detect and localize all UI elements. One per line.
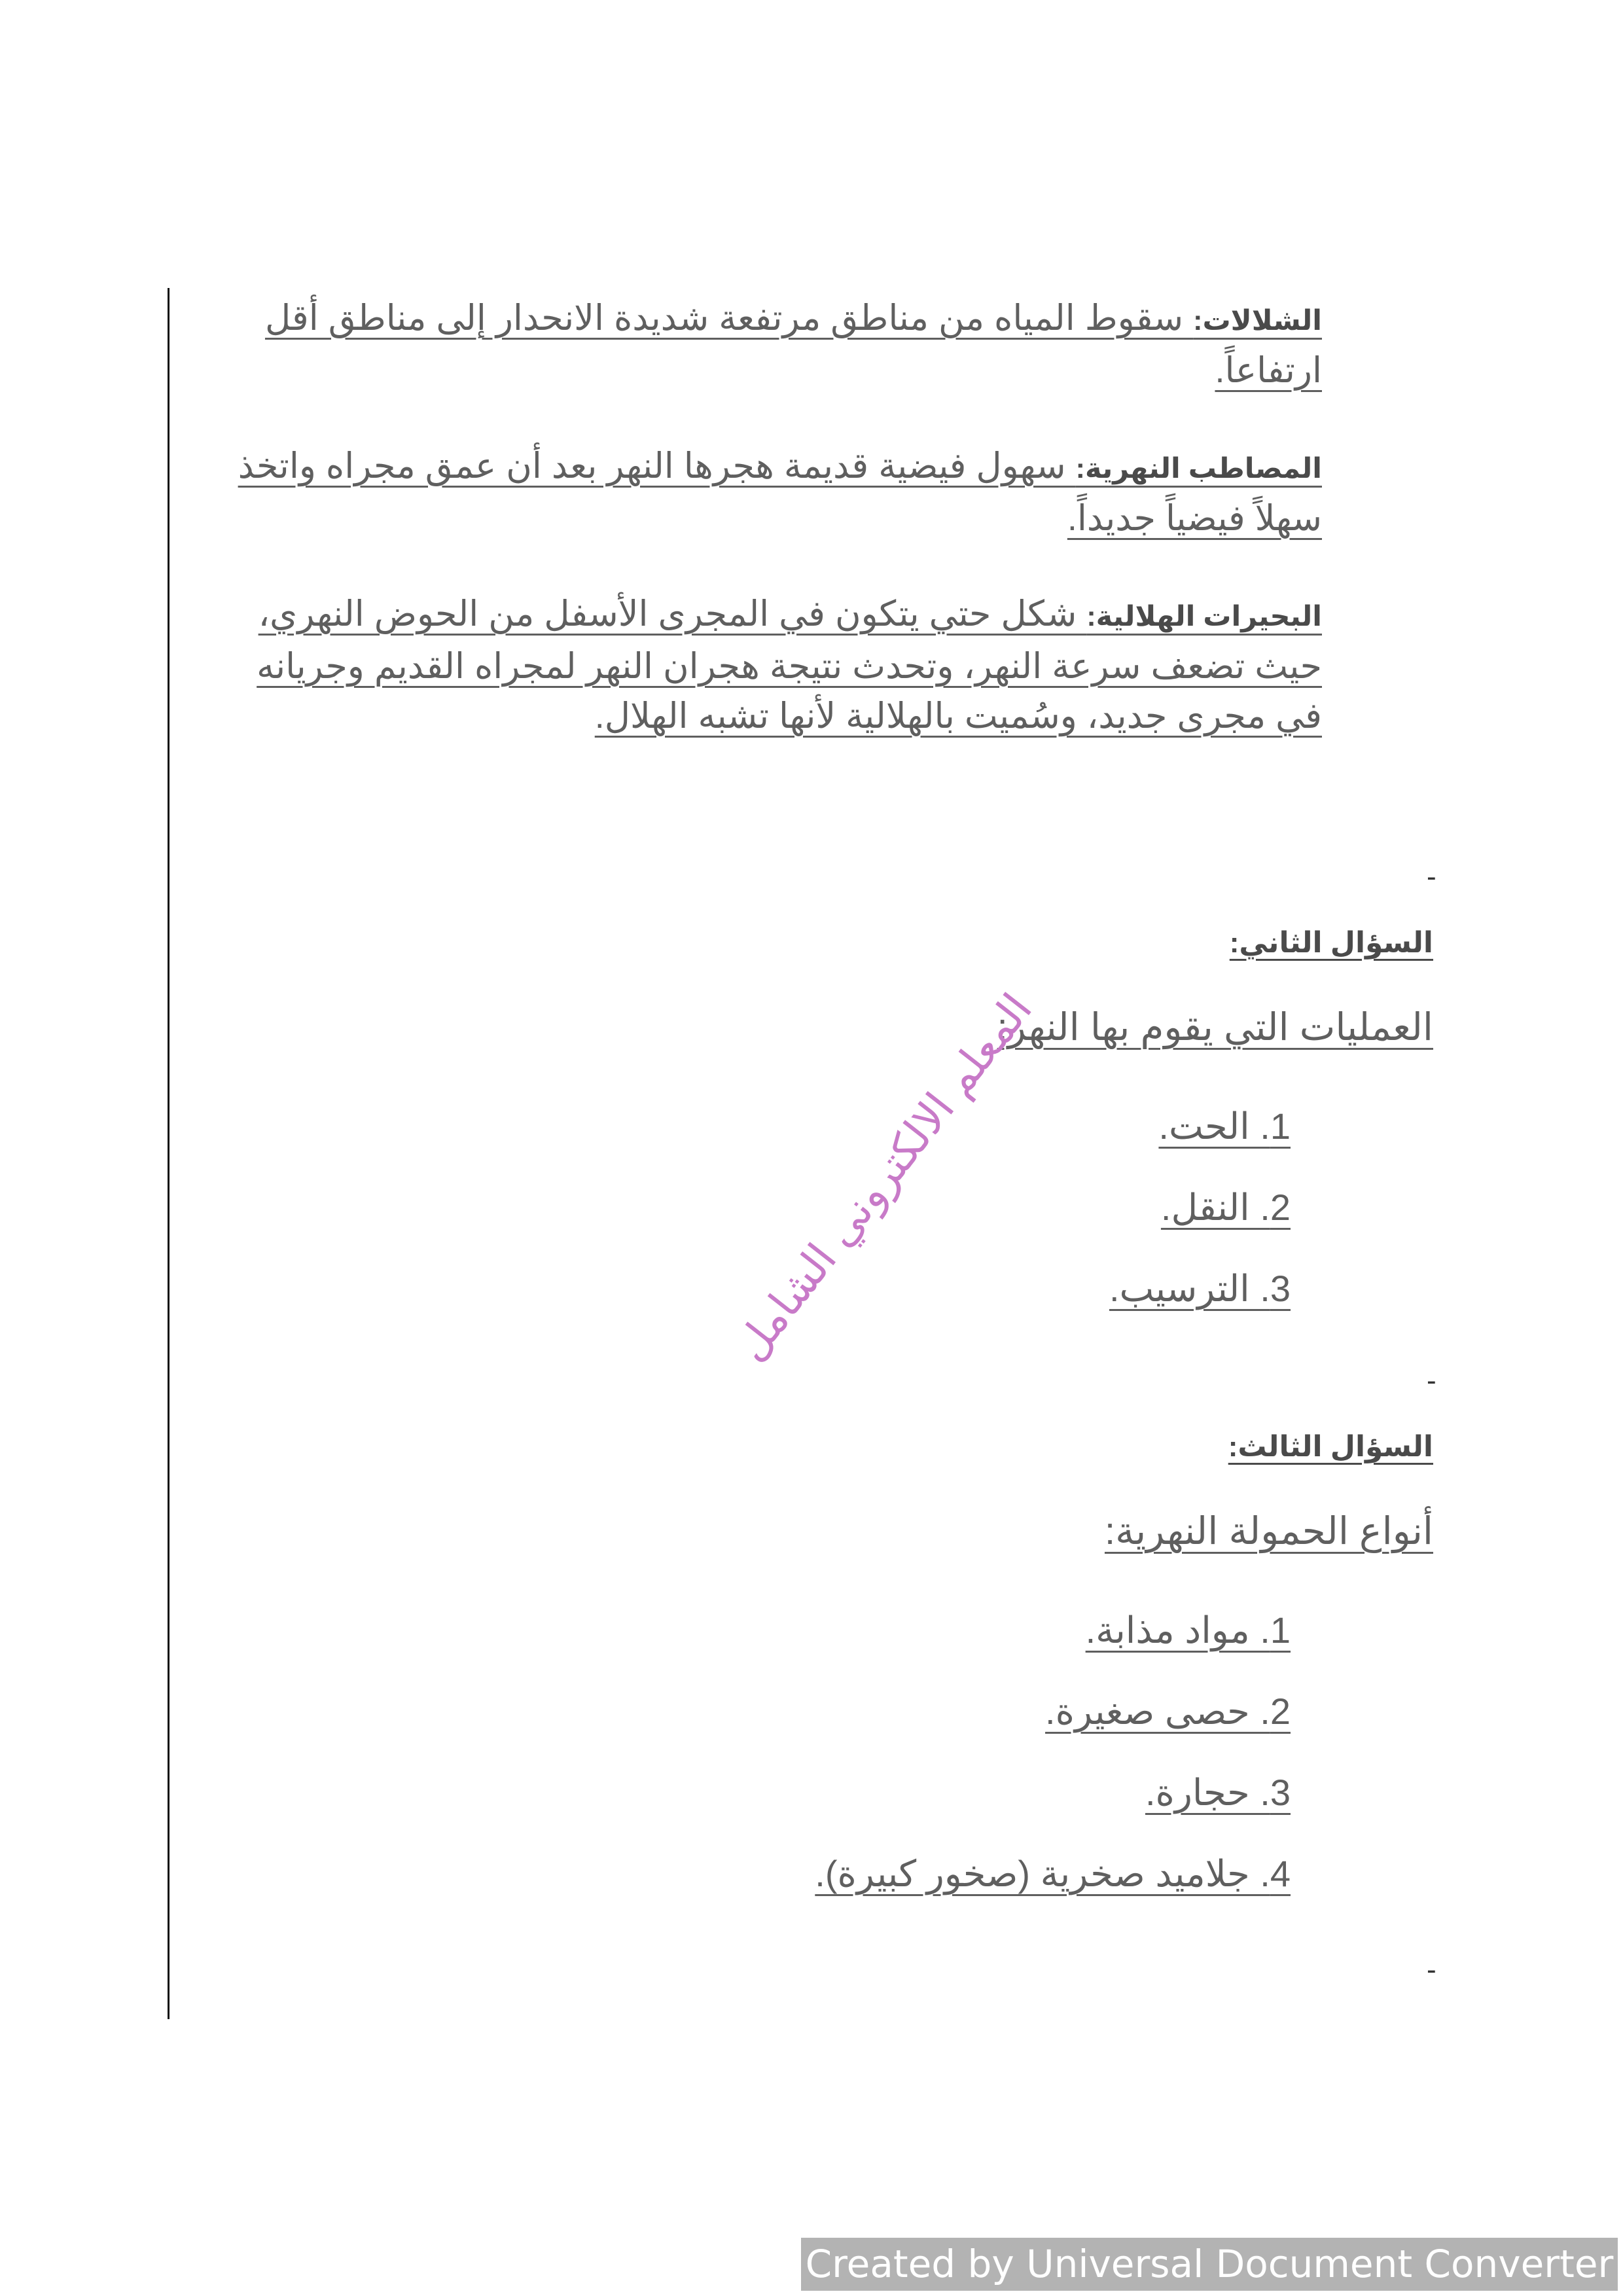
question3-item: 2. حصى صغيرة. bbox=[1045, 1691, 1291, 1732]
definition-text: سقوط المياه من مناطق مرتفعة شديدة الانحدار إلى مناطق أقل ارتفاعاً. bbox=[264, 298, 1322, 390]
question3-item: 3. حجارة. bbox=[1145, 1772, 1291, 1813]
definition-text: شكل حتي يتكون في المجرى الأسفل من الحوض النهري، حيث تضعف سرعة النهر، وتحدث نتيجة هجران النهر لمجراه القديم وجريانه في مجرى جديد، وسُميت بالهلالية لأنها تشبه الهلال. bbox=[257, 594, 1322, 736]
definition-term: البحيرات الهلالية: bbox=[1086, 601, 1322, 632]
definition-waterfalls bbox=[249, 293, 1322, 395]
question3-item: 1. مواد مذابة. bbox=[1085, 1609, 1291, 1651]
question3-heading: السؤال الثالث: bbox=[1228, 1431, 1433, 1463]
separator: - bbox=[1427, 1365, 1436, 1397]
question2-item: 1. الحت. bbox=[1158, 1105, 1291, 1147]
watermark: المعلم الالكتروني الشامل bbox=[725, 984, 1041, 1369]
converter-footer: Created by Universal Document Converter bbox=[801, 2238, 1618, 2291]
separator: - bbox=[1427, 1954, 1436, 1986]
question2-item: 3. الترسيب. bbox=[1109, 1268, 1291, 1309]
separator: - bbox=[1427, 861, 1436, 893]
definition-oxbow-lakes bbox=[236, 589, 1322, 741]
question3-subtitle: أنواع الحمولة النهرية: bbox=[1104, 1510, 1433, 1552]
question3-item: 4. جلاميد صخرية (صخور كبيرة). bbox=[815, 1853, 1291, 1894]
question2-heading: السؤال الثاني: bbox=[1229, 927, 1433, 959]
question2-item: 2. النقل. bbox=[1160, 1187, 1291, 1228]
definition-text: سهول فيضية قديمة هجرها النهر بعد أن عمق مجراه واتخذ سهلاً فيضياً جديداً. bbox=[238, 446, 1322, 538]
definition-river-terraces bbox=[203, 441, 1322, 543]
definition-term: الشلالات: bbox=[1193, 305, 1322, 336]
question2-subtitle: العمليات التي يقوم بها النهر: bbox=[997, 1006, 1433, 1049]
definition-term: المصاطب النهرية: bbox=[1075, 453, 1322, 484]
left-margin-line bbox=[168, 288, 169, 2019]
